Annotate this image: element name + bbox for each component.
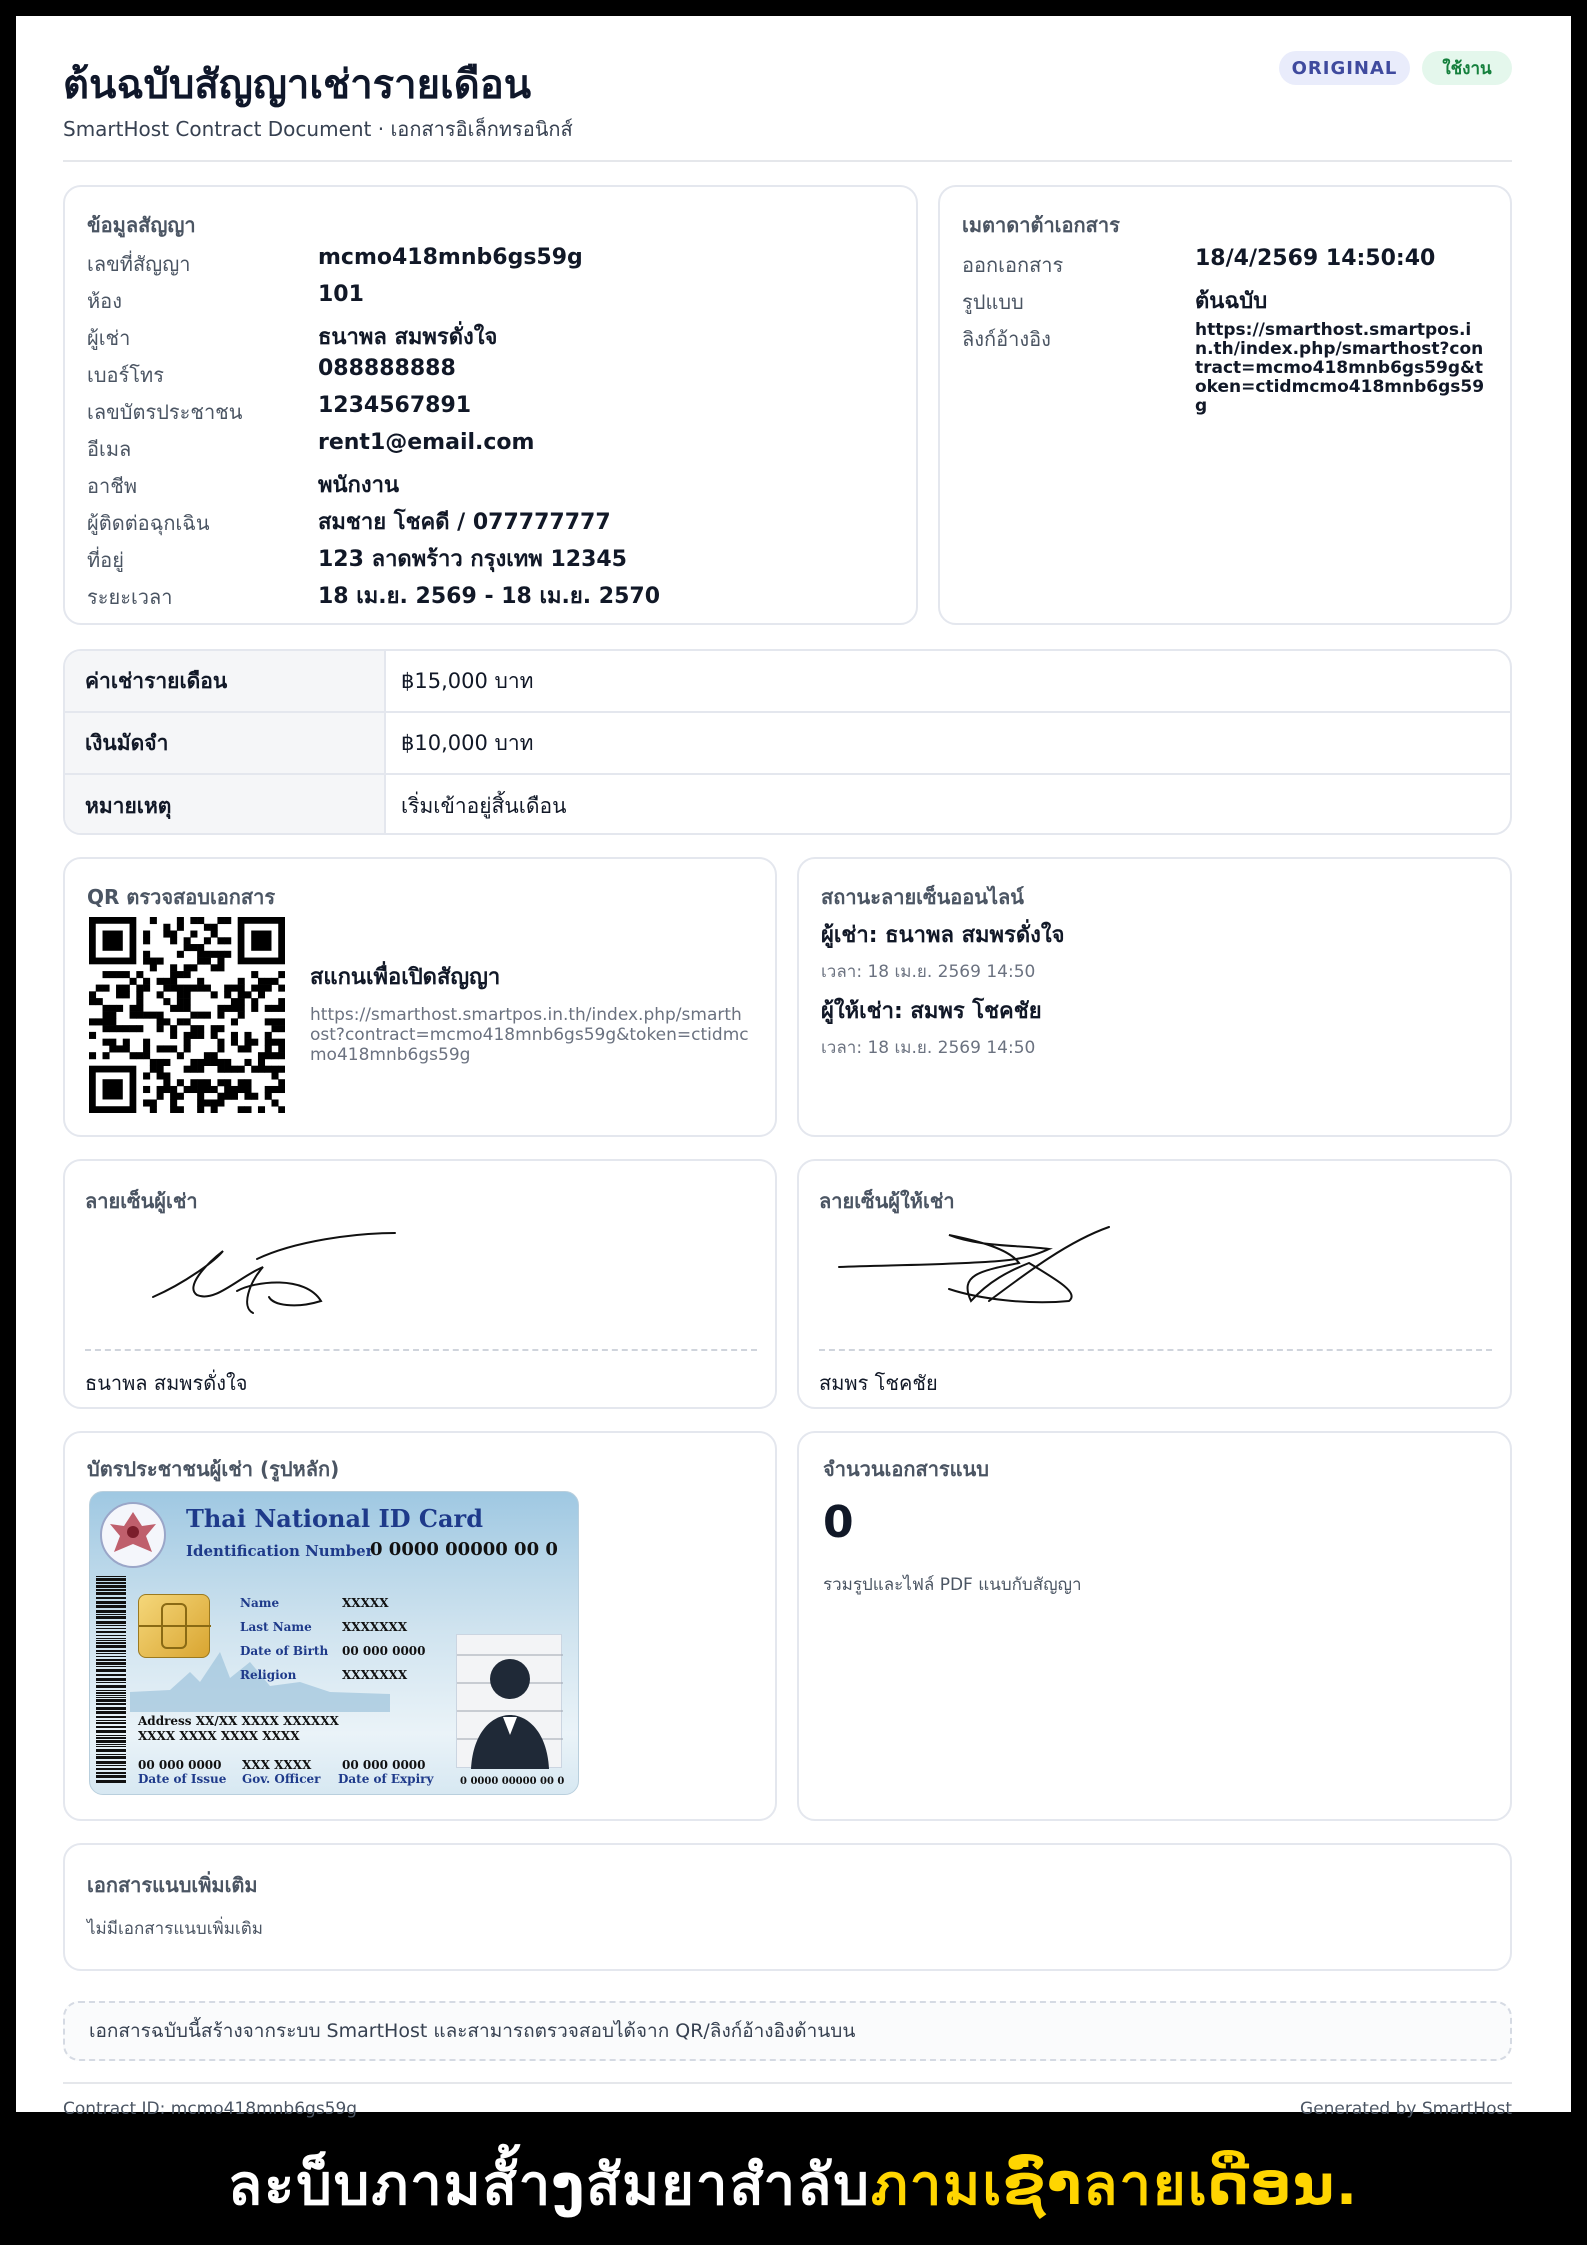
extra-docs-empty: ไม่มีเอกสารแนบเพิ่มเติม	[87, 1919, 263, 1939]
attachments-count-title: จำนวนเอกสารแนบ	[823, 1457, 989, 1481]
issue-key: Date of Issue	[138, 1772, 227, 1786]
signature-line	[85, 1349, 757, 1351]
caption-part1: ละบ็บภามสั้าງสัมยาสำลับ	[227, 2153, 871, 2218]
remark-label: หมายเหตุ	[65, 775, 386, 835]
barcode-icon	[94, 1576, 128, 1786]
tenant-sign-time: เวลา: 18 เม.ย. 2569 14:50	[821, 962, 1036, 982]
photo-id-number: 0 0000 00000 00 0	[460, 1776, 565, 1787]
landlord-signer-name: สมพร โชคชัย	[819, 1371, 938, 1395]
name-value: XXXXX	[342, 1596, 389, 1610]
id-number-label: Identification Number	[186, 1542, 374, 1560]
deposit-value: ฿10,000 บาท	[401, 730, 534, 755]
finance-row-deposit	[65, 713, 1510, 775]
contract-row-value: สมชาย โชคดี / 077777777	[318, 510, 611, 535]
format-label: รูปแบบ	[962, 290, 1024, 314]
expiry-key: Date of Expiry	[338, 1772, 434, 1786]
qr-code[interactable]	[89, 917, 285, 1113]
contract-row-value: 123 ลาดพร้าว กรุงเทพ 12345	[318, 547, 627, 572]
finance-row-rent	[65, 651, 1510, 713]
officer-key: Gov. Officer	[242, 1772, 321, 1786]
deposit-label: เงินมัดจำ	[65, 713, 386, 773]
person-silhouette-icon	[457, 1635, 563, 1769]
dob-value: 00 000 0000	[342, 1644, 426, 1658]
footer-contract-id: Contract ID: mcmo418mnb6gs59g	[63, 2099, 358, 2119]
garuda-emblem-icon	[98, 1500, 168, 1570]
qr-url[interactable]: https://smarthost.smartpos.in.th/index.php/smarthost?contract=mcmo418mnb6gs59g&token=ctidmcmo418mnb6gs59g	[310, 1005, 749, 1065]
header-divider	[63, 160, 1512, 162]
online-sign-card	[797, 857, 1512, 1137]
landlord-signature-card	[797, 1159, 1512, 1409]
issued-value: 18/4/2569 14:50:40	[1195, 246, 1436, 271]
status-badge: ใช้งาน	[1422, 51, 1512, 85]
contract-row-label: ระยะเวลา	[87, 585, 173, 609]
page-title: ต้นฉบับสัญญาเช่ารายเดือน	[63, 62, 532, 108]
footer-generated: Generated by SmartHost	[1300, 2099, 1512, 2119]
tenant-signature-image	[145, 1221, 425, 1331]
contract-row-value: พนักงาน	[318, 473, 399, 498]
expiry-value: 00 000 0000	[342, 1758, 426, 1772]
landlord-signature-image	[829, 1221, 1129, 1331]
tenant-signature-title: ลายเซ็นผู้เช่า	[85, 1189, 198, 1213]
landlord-signature-title: ลายเซ็นผู้ให้เช่า	[819, 1189, 955, 1213]
id-card-section-title: บัตรประชาชนผู้เช่า (รูปหลัก)	[87, 1457, 340, 1481]
lastname-key: Last Name	[240, 1620, 312, 1634]
signature-line	[819, 1349, 1492, 1351]
attachments-desc: รวมรูปและไฟล์ PDF แนบกับสัญญา	[823, 1575, 1082, 1595]
religion-key: Religion	[240, 1668, 297, 1682]
contract-row-value: 18 เม.ย. 2569 - 18 เม.ย. 2570	[318, 584, 661, 609]
document-page	[16, 16, 1571, 2119]
contract-row-label: เลขที่สัญญา	[87, 252, 191, 276]
qr-title: QR ตรวจสอบเอกสาร	[87, 885, 276, 909]
photo-frame	[456, 1634, 562, 1768]
contract-row-label: เลขบัตรประชาชน	[87, 400, 243, 424]
metadata-title: เมตาดาต้าเอกสาร	[962, 213, 1120, 237]
rent-label: ค่าเช่ารายเดือน	[65, 651, 386, 711]
format-value: ต้นฉบับ	[1195, 289, 1268, 314]
contract-row-label: ห้อง	[87, 289, 122, 313]
bottom-caption	[0, 2140, 1587, 2229]
metadata-card	[938, 185, 1512, 625]
lastname-value: XXXXXXX	[342, 1620, 408, 1634]
address-line1: Address XX/XX XXXX XXXXXX	[138, 1714, 339, 1728]
landlord-sign-time: เวลา: 18 เม.ย. 2569 14:50	[821, 1038, 1036, 1058]
qr-code-icon	[89, 917, 285, 1113]
issue-value: 00 000 0000	[138, 1758, 222, 1772]
contract-row-label: เบอร์โทร	[87, 363, 164, 387]
contract-row-value: ธนาพล สมพรดั่งใจ	[318, 325, 498, 350]
name-key: Name	[240, 1596, 280, 1610]
ref-link-value[interactable]: https://smarthost.smartpos.in.th/index.php/smarthost?contract=mcmo418mnb6gs59g&token=ctidmcmo418mnb6gs59g	[1195, 320, 1485, 416]
contract-row-label: อาชีพ	[87, 474, 137, 498]
id-card-title: Thai National ID Card	[186, 1504, 483, 1533]
religion-value: XXXXXXX	[342, 1668, 408, 1682]
contract-row-value: mcmo418mnb6gs59g	[318, 245, 583, 270]
page-subtitle: SmartHost Contract Document · เอกสารอิเล็กทรอนิกส์	[63, 117, 573, 141]
attachments-count-card	[797, 1431, 1512, 1821]
contract-info-title: ข้อมูลสัญญา	[87, 213, 196, 237]
tenant-signature-card	[63, 1159, 777, 1409]
tenant-signer-name: ธนาพล สมพรดั่งใจ	[85, 1371, 248, 1395]
contract-row-label: ที่อยู่	[87, 548, 124, 572]
officer-value: XXX XXXX	[242, 1758, 312, 1772]
caption-part2: ภามเຊົ່າลายเດືອນ.	[870, 2153, 1360, 2218]
contract-info-card	[63, 185, 918, 625]
contract-row-label: อีเมล	[87, 437, 132, 461]
footer-divider	[63, 2082, 1512, 2084]
id-card-section	[63, 1431, 777, 1821]
extra-docs-card	[63, 1843, 1512, 1971]
id-number: 0 0000 00000 00 0	[370, 1539, 558, 1560]
finance-table	[63, 649, 1512, 835]
verification-note: เอกสารฉบับนี้สร้างจากระบบ SmartHost และสามารถตรวจสอบได้จาก QR/ลิงก์อ้างอิงด้านบน	[63, 2001, 1512, 2061]
qr-card	[63, 857, 777, 1137]
qr-scan-label: สแกนเพื่อเปิดสัญญา	[310, 965, 501, 990]
online-sign-title: สถานะลายเซ็นออนไลน์	[821, 885, 1024, 909]
tenant-sign-status: ผู้เช่า: ธนาพล สมพรดั่งใจ	[821, 923, 1065, 948]
remark-value: เริ่มเข้าอยู่สิ้นเดือน	[401, 793, 567, 818]
landlord-sign-status: ผู้ให้เช่า: สมพร โชคชัย	[821, 999, 1042, 1024]
contract-row-label: ผู้เช่า	[87, 326, 131, 350]
ref-link-label: ลิงก์อ้างอิง	[962, 327, 1051, 351]
attachments-count: 0	[823, 1497, 854, 1548]
dob-key: Date of Birth	[240, 1644, 329, 1658]
contract-row-label: ผู้ติดต่อฉุกเฉิน	[87, 511, 210, 535]
id-card-image	[89, 1491, 579, 1795]
original-badge: ORIGINAL	[1279, 51, 1410, 85]
address-line2: XXXX XXXX XXXX XXXX	[138, 1729, 300, 1743]
finance-row-note	[65, 775, 1510, 835]
contract-row-value: 101	[318, 282, 364, 307]
contract-row-value: 088888888	[318, 356, 456, 381]
extra-docs-title: เอกสารแนบเพิ่มเติม	[87, 1873, 258, 1897]
contract-row-value: 1234567891	[318, 393, 472, 418]
rent-value: ฿15,000 บาท	[401, 668, 534, 693]
issued-label: ออกเอกสาร	[962, 253, 1064, 277]
contract-row-value: rent1@email.com	[318, 430, 535, 455]
